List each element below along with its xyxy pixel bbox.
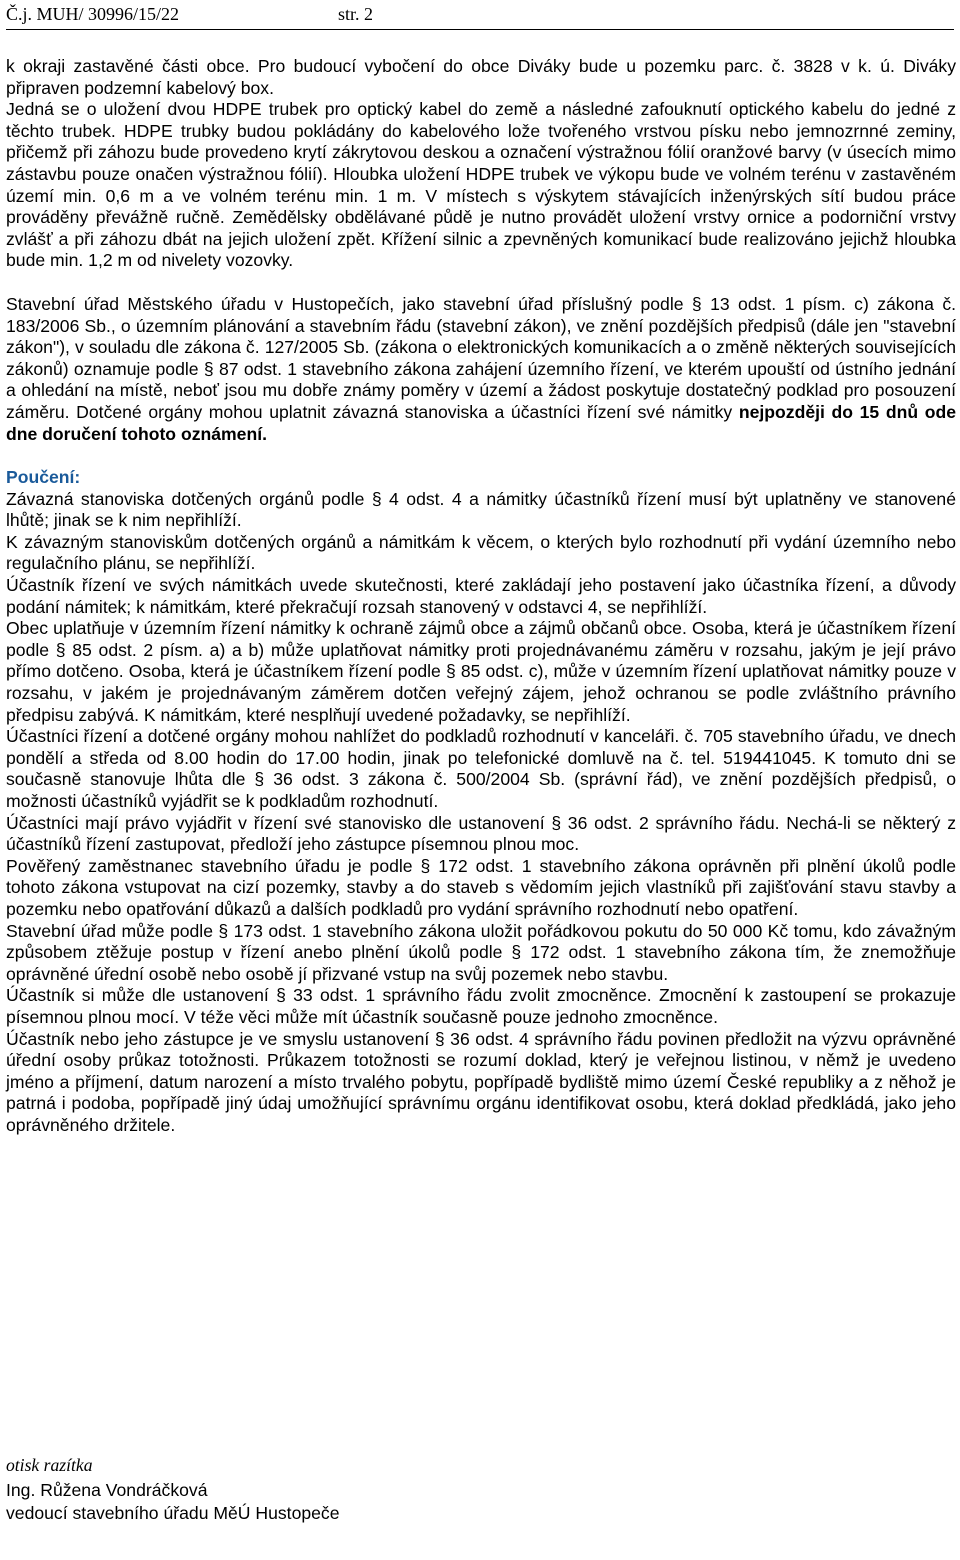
paragraph-instruction-10: Účastník nebo jeho zástupce je ve smyslu ustanovení § 36 odst. 4 správního řádu povinen předložit na výzvu oprávněné úřední osoby průkaz totožnosti. Průkazem totožnosti se rozumí doklad, který je veřejnou listinou, v němž je uvedeno jméno a příjmení, datum narození a místo trvalého pobytu, popřípadě bydliště mimo území České republiky a z něhož je patrná i podoba, popřípadě jiný údaj umožňující správnímu orgánu identifikovat osobu, která doklad předkládá, jako jeho oprávněného držitele. — [6, 1028, 956, 1135]
spacer — [6, 445, 956, 467]
announcement-text: Stavební úřad Městského úřadu v Hustopečích, jako stavební úřad příslušný podle § 13 odst. 1 písm. c) zákona č. 183/2006 Sb., o územním plánování a stavebním řádu (stavební zákon), ve znění pozdějších předpisů (dále jen "stavební zákon"), v souladu dle zákona č. 127/2005 Sb. (zákona o elektronických komunikacích a o změně některých souvisejících zákonů) oznamuje podle § 87 odst. 1 stavebního zákona zahájení územního řízení, ve kterém upouští od ústního jednání a ohledání na místě, neboť jsou mu dobře známy poměry v území a žádost poskytuje dostatečný podklad pro posouzení záměru. Dotčené orgány mohou uplatnit závazná stanoviska a účastníci řízení své námitky — [6, 293, 956, 422]
paragraph-announcement — [6, 294, 956, 445]
paragraph-instruction-5: Účastníci řízení a dotčené orgány mohou nahlížet do podkladů rozhodnutí v kanceláři. č. 705 stavebního úřadu, ve dnech pondělí a středa od 8.00 hodin do 17.00 hodin, jinak po telefonické domluvě na č. tel. 519441045. K tomuto dni se současně stanovuje lhůta dle § 36 odst. 3 zákona č. 500/2004 Sb. (správní řád), ve znění pozdějších předpisů, o možnosti účastníků vyjádřit se k podkladům rozhodnutí. — [6, 726, 956, 811]
paragraph-instruction-8: Stavební úřad může podle § 173 odst. 1 stavebního zákona uložit pořádkovou pokutu do 50 000 Kč tomu, kdo závažným způsobem ztěžuje postup v řízení anebo plnění úkolů podle § 172 odst. 1 stavebního zákona tím, že znemožňuje oprávněné úřední osobě nebo osobě jí přizvané vstup na svůj pozemek nebo stavbu. — [6, 920, 956, 984]
spacer — [6, 272, 956, 294]
instructions-heading: Poučení: — [6, 467, 81, 488]
signatory-name: Ing. Růžena Vondráčková — [6, 1480, 208, 1500]
paragraph-instruction-3: Účastník řízení ve svých námitkách uvede skutečnosti, které zakládají jeho postavení jako účastníka řízení, a důvody podání námitek; k námitkám, které překračují rozsah stanovený v odstavci 4, se nepřihlíží. — [6, 575, 956, 617]
signatory-position: vedoucí stavebního úřadu MěÚ Hustopeče — [6, 1503, 340, 1523]
stamp-label: otisk razítka — [6, 1455, 93, 1475]
paragraph-hdpe-description: Jedná se o uložení dvou HDPE trubek pro optický kabel do země a následné zafouknutí optického kabelu do jedné z těchto trubek. HDPE trubky budou pokládány do kabelového lože tvořeného vrstvou písku nebo jemnozrnné zeminy, přičemž při záhozu bude provedeno krytí zákrytovou deskou a označení výstražnou fólií oranžové barvy (v úsecích mimo zástavbu pouze onačen výstražnou fólií). Hloubka uložení HDPE trubek ve výkopu bude ve volném terénu v zastavěném území min. 0,6 m a ve volném terénu min. 1 m. V místech s výskytem stávajících inženýrských sítí budou práce prováděny převážně ručně. Zemědělsky obdělávané půdě je nutno provádět uložení vrstvy ornice a podorniční vrstvy zvlášť a při záhozu dbát na jejich uložení zpět. Křížení silnic a zpevněných komunikací bude realizováno jejichž hloubka bude min. 1,2 m od nivelety vozovky. — [6, 99, 956, 271]
paragraph-instruction-2: K závazným stanoviskům dotčených orgánů a námitkám k věcem, o kterých bylo rozhodnutí při vydání územního nebo regulačního plánu, se nepřihlíží. — [6, 531, 956, 574]
paragraph-instruction-7: Pověřený zaměstnanec stavebního úřadu je podle § 172 odst. 1 stavebního zákona oprávněn při plnění úkolů podle tohoto zákona vstupovat na cizí pozemky, stavby a do staveb s vědomím jejich vlastníků při zajišťování stavu stavby a pozemku nebo opatřování důkazů a dalších podkladů pro vydání správního rozhodnutí nebo opatření. — [6, 855, 956, 919]
page-number: str. 2 — [338, 4, 374, 24]
signature-block — [6, 1454, 706, 1525]
paragraph-instruction-4: Obec uplatňuje v územním řízení námitky k ochraně zájmů obce a zájmů občanů obce. Osoba, která je účastníkem řízení podle § 85 odst. 2 písm. a) a b) může uplatňovat námitky proti projednávanému záměru v rozsahu, jakým je její právo přímo dotčeno. Osoba, která je účastníkem řízení podle § 85 odst. c), může v územním řízení uplatňovat námitky pouze v rozsahu, v jakém je projednávaným záměrem dotčen veřejný zájem, jehož ochranou se podle zvláštního právního předpisu zabývá. K námitkám, které nesplňují uvedené požadavky, se nepřihlíží. — [6, 618, 956, 725]
paragraph-instruction-6: Účastníci mají právo vyjádřit v řízení své stanovisko dle ustanovení § 36 odst. 2 správního řádu. Nechá-li se některý z účastníků řízení zastupovat, předloží jeho zástupce písemnou plnou moc. — [6, 812, 956, 855]
deadline-emphasis: nejpozději do 15 dnů ode dne doručení tohoto oznámení. — [6, 401, 956, 444]
document-reference: Č.j. MUH/ 30996/15/22 — [6, 4, 180, 24]
page-header — [6, 2, 946, 28]
paragraph-instruction-9: Účastník si může dle ustanovení § 33 odst. 1 správního řádu zvolit zmocněnce. Zmocnění k zastoupení se prokazuje písemnou plnou mocí. V téže věci může mít účastník současně pouze jednoho zmocněnce. — [6, 985, 956, 1027]
header-divider — [6, 29, 954, 30]
document-body — [6, 56, 956, 1137]
paragraph-route-end: k okraji zastavěné části obce. Pro budoucí vybočení do obce Diváky bude u pozemku parc. č. 3828 v k. ú. Diváky připraven podzemní kabelový box. — [6, 56, 956, 98]
paragraph-instruction-1: Závazná stanoviska dotčených orgánů podle § 4 odst. 4 a námitky účastníků řízení musí být uplatněny ve stanovené lhůtě; jinak se k nim nepřihlíží. — [6, 488, 956, 531]
